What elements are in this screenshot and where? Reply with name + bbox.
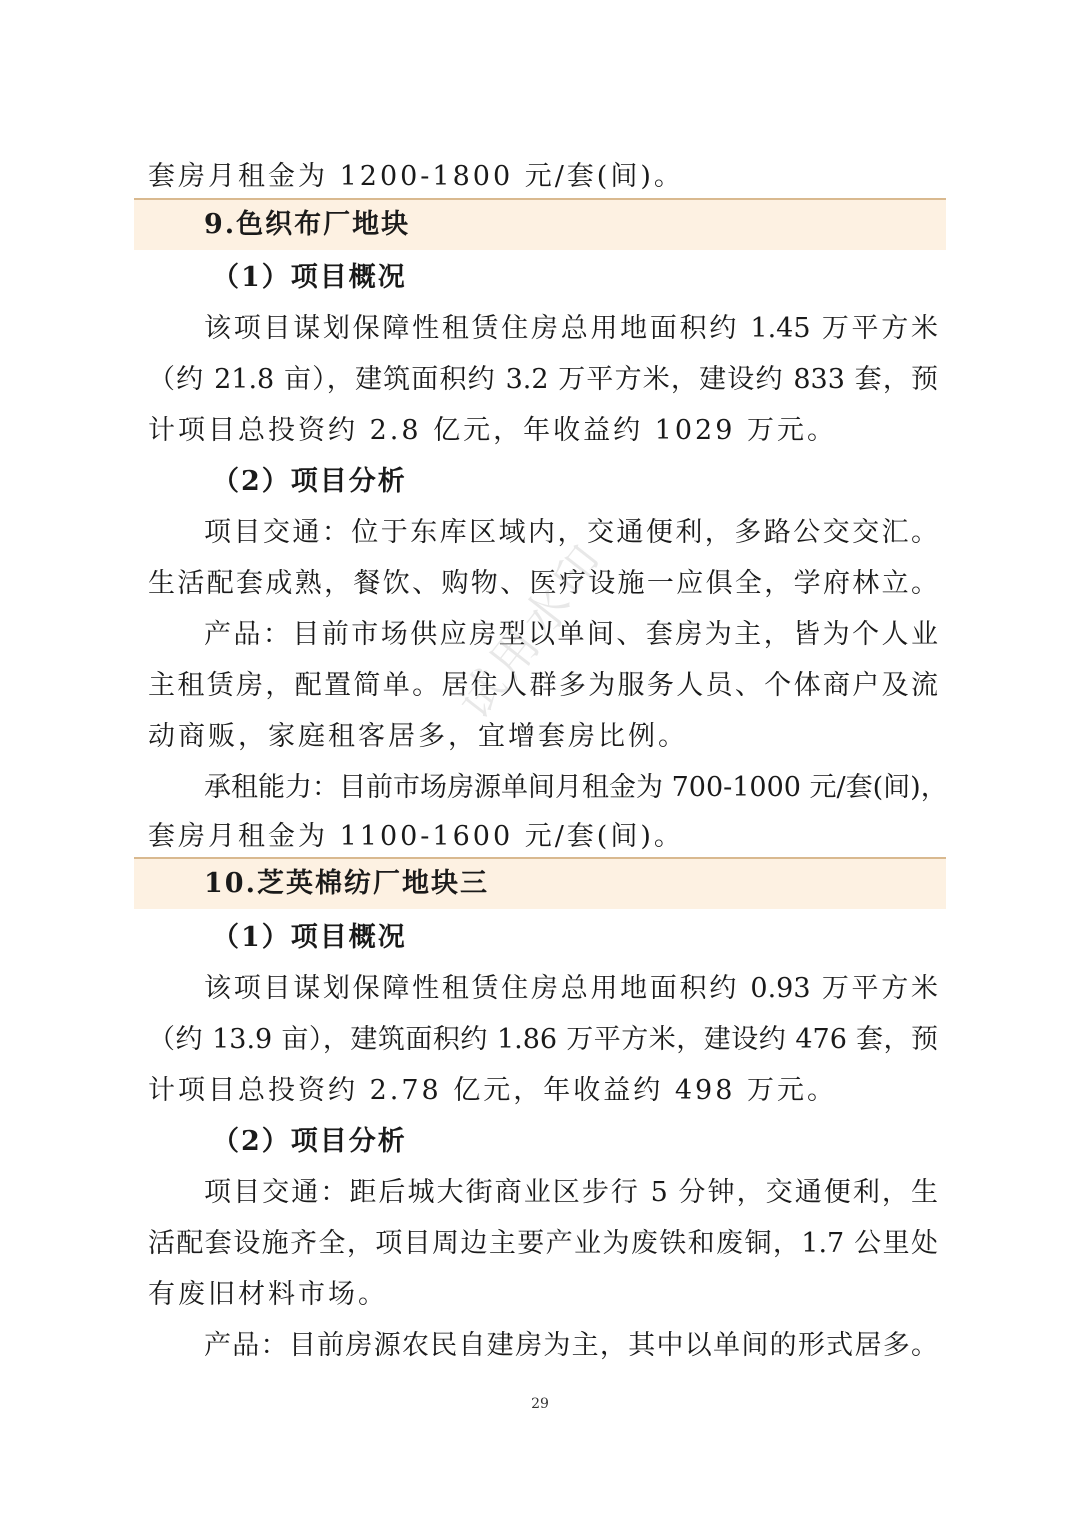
subsection-heading: （2）项目分析: [212, 466, 407, 497]
section-heading: 10.芝英棉纺厂地块三: [204, 868, 489, 899]
paragraph-line: 生活配套成熟，餐饮、购物、医疗设施一应俱全，学府林立。: [148, 568, 938, 599]
paragraph-line: 该项目谋划保障性租赁住房总用地面积约 1.45 万平方米: [204, 313, 938, 344]
paragraph-line: 产品：目前房源农民自建房为主，其中以单间的形式居多。: [204, 1330, 938, 1361]
section-heading: 9.色织布厂地块: [204, 209, 411, 240]
paragraph-line: 承租能力：目前市场房源单间月租金为 700-1000 元/套(间)，: [204, 772, 948, 803]
paragraph-line: 项目交通：距后城大街商业区步行 5 分钟，交通便利，生: [204, 1177, 938, 1208]
paragraph-line: 主租赁房，配置简单。居住人群多为服务人员、个体商户及流: [148, 670, 938, 701]
paragraph-line: （约 21.8 亩），建筑面积约 3.2 万平方米，建设约 833 套，预: [148, 364, 938, 395]
subsection-heading: （1）项目概况: [212, 922, 407, 953]
paragraph-line: 计项目总投资约 2.78 亿元，年收益约 498 万元。: [148, 1075, 837, 1106]
paragraph-line: 活配套设施齐全，项目周边主要产业为废铁和废铜，1.7 公里处: [148, 1228, 938, 1259]
paragraph-line: 动商贩，家庭租客居多，宜增套房比例。: [148, 721, 688, 752]
paragraph-line: （约 13.9 亩），建筑面积约 1.86 万平方米，建设约 476 套，预: [148, 1024, 938, 1055]
paragraph-line: 有废旧材料市场。: [148, 1279, 388, 1310]
paragraph-line: 该项目谋划保障性租赁住房总用地面积约 0.93 万平方米: [204, 973, 938, 1004]
section-heading-banner: [134, 857, 946, 909]
paragraph-line: 计项目总投资约 2.8 亿元，年收益约 1029 万元。: [148, 415, 837, 446]
section-heading-banner: [134, 198, 946, 250]
subsection-heading: （2）项目分析: [212, 1126, 407, 1157]
page-number: 29: [531, 1396, 549, 1412]
paragraph-line: 套房月租金为 1100-1600 元/套(间)。: [148, 821, 684, 852]
paragraph-line: 产品：目前市场供应房型以单间、套房为主，皆为个人业: [204, 619, 938, 650]
subsection-heading: （1）项目概况: [212, 262, 407, 293]
watermark: 试用水印: [447, 531, 618, 729]
paragraph-line: 套房月租金为 1200-1800 元/套(间)。: [148, 161, 684, 192]
paragraph-line: 项目交通：位于东库区域内，交通便利，多路公交交汇。: [204, 517, 938, 548]
